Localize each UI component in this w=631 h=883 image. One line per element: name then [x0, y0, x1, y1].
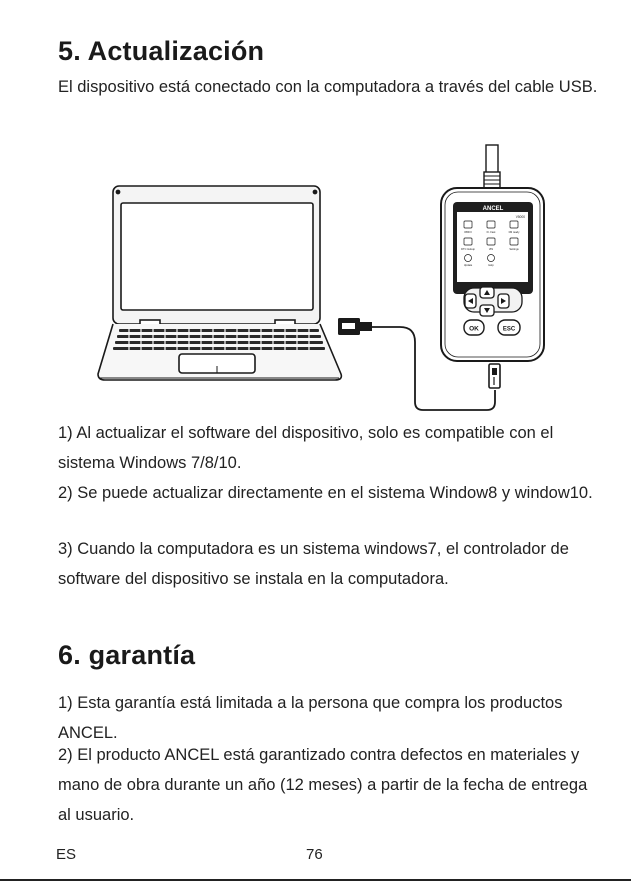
footer-divider: [0, 879, 631, 881]
ok-key-label: OK: [469, 325, 479, 333]
usb-plug-laptop-icon: [338, 318, 372, 335]
scanner-model: V5000: [515, 215, 525, 219]
warranty-item-1: 1) Esta garantía está limitada a la persona que compra los productos ANCEL.: [58, 694, 563, 742]
scanner-menu-item: Settings: [509, 248, 519, 251]
update-step-3: 3) Cuando la computadora es un sistema windows7, el controlador de software del dispositivo se instala en la computadora.: [58, 540, 569, 588]
scanner-menu-item: OBD II: [464, 231, 472, 234]
scanner-menu-item: VIN: [488, 248, 494, 251]
esc-key-label: ESC: [502, 326, 516, 333]
section-title-warranty: 6. garantía: [58, 640, 196, 670]
obd-scanner: [441, 188, 544, 361]
scanner-menu-item: Help: [488, 264, 494, 267]
section-title-update: 5. Actualización: [58, 36, 265, 66]
laptop-scanner-illustration: [95, 140, 545, 415]
scanner-menu-item: Fr. Fast: [486, 231, 496, 234]
update-step-2: 2) Se puede actualizar directamente en el sistema Window8 y window10.: [58, 484, 593, 502]
update-step-1: 1) Al actualizar el software del dispositivo, solo es compatible con el sistema Windows 7/8/10.: [58, 424, 554, 472]
scanner-menu-item: Update: [463, 264, 473, 267]
scanner-cable: [484, 145, 500, 194]
page-number: 76: [306, 846, 323, 863]
scanner-menu-item: DTC lookup: [461, 248, 475, 251]
laptop-icon: [98, 186, 341, 380]
scanner-menu-item: I/M ready: [508, 231, 520, 234]
usb-plug-scanner-icon: [489, 364, 500, 388]
scanner-brand: ANCEL: [482, 206, 504, 212]
warranty-item-2: 2) El producto ANCEL está garantizado contra defectos en materiales y mano de obra durante un año (12 meses) a partir de la fecha de entrega al usuario.: [58, 746, 588, 824]
update-intro: El dispositivo está conectado con la computadora a través del cable USB.: [58, 78, 598, 96]
footer-language: ES: [56, 846, 77, 863]
